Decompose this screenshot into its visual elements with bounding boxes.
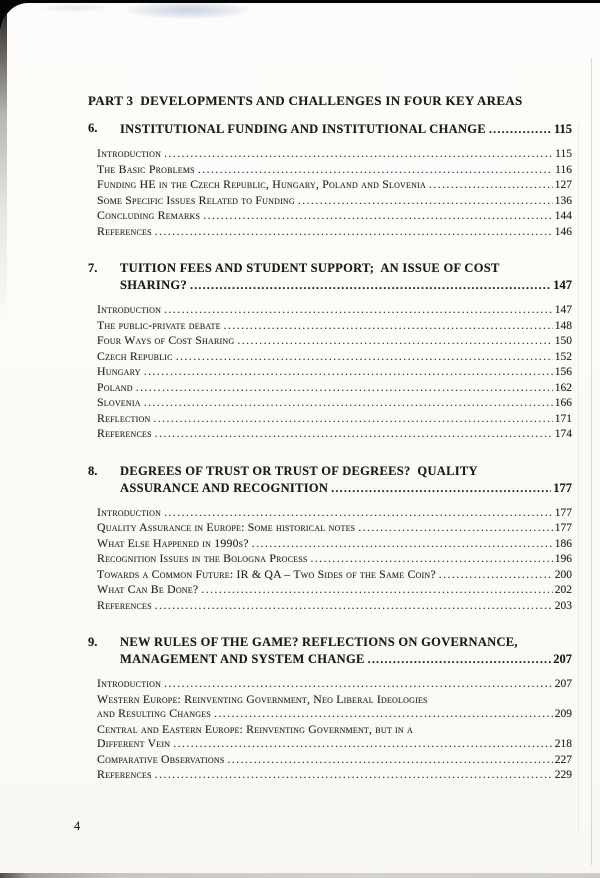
entry-label: Recognition Issues in the Bologna Process [97,551,308,565]
leader-dots [173,736,553,752]
entry-page-ref: 174 [554,428,572,440]
entry-row [97,208,572,224]
toc-entry [97,426,572,442]
entry-row [97,767,572,783]
section-title-line: MANAGEMENT AND SYSTEM CHANGE [120,652,365,666]
section-title-line: ASSURANCE AND RECOGNITION [120,480,329,495]
entry-label: Introduction [97,504,162,519]
entry-label: Western Europe: Reinventing Government, Neo Liberal Ideologies [97,691,428,706]
toc-section [88,463,572,614]
entry-page-ref: 166 [554,397,572,409]
entry-page-ref: 229 [554,769,572,781]
section-heading [88,634,572,668]
leader-dots [368,650,552,668]
toc-entry [97,676,572,692]
entry-label: Quality Assurance in Europe: Some historical notes [97,520,356,534]
entry-page-ref: 202 [554,584,572,596]
entry-row [97,536,572,552]
entry-row [97,706,572,722]
section-number: 7. [88,261,98,275]
leader-dots [429,177,553,193]
toc-sections [88,120,572,783]
toc-entry [97,193,572,209]
toc-entry [97,302,572,318]
page-number: 4 [74,819,81,833]
leader-dots [439,567,553,583]
section-title-row [120,479,572,497]
entry-label: What Else Happened in 1990s? [97,535,249,550]
entry-label: Introduction [97,302,162,316]
toc-entry [97,224,572,240]
entry-label: Central and Eastern Europe: Reinventing Government, but in a [97,721,414,736]
entry-row [97,582,572,598]
section-page-ref: 115 [553,122,572,136]
entry-label: Four Ways of Cost Sharing [97,333,235,347]
entry-label: Some Specific Issues Related to Funding [97,192,295,207]
section-heading [88,260,572,294]
entry-label: What Can Be Done? [97,582,199,596]
toc-entry [97,162,572,178]
entry-label: Concluding Remarks [97,208,201,222]
section-title-row [120,276,572,294]
entry-label: References [97,223,152,238]
toc-entry [97,411,572,427]
toc-section [88,260,572,442]
entry-row [97,752,572,768]
leader-dots [190,276,551,294]
leader-dots [155,767,553,783]
page-edge-line-faint [578,123,579,833]
leader-dots [155,224,553,240]
entry-label: Slovenia [97,395,141,409]
leader-dots [252,536,553,552]
entry-label: References [97,597,152,612]
section-page-ref: 177 [553,480,572,495]
leader-dots [489,120,552,138]
leader-dots [331,479,551,497]
entry-label: Comparative Observations [97,751,225,766]
toc-entry [97,722,572,752]
leader-dots [155,426,553,442]
leader-dots [155,598,553,614]
toc-entry [97,333,572,349]
entry-page-ref: 116 [555,163,572,176]
entry-label: Towards a Common Future: IR & QA – Two Sides of the Same Coin? [97,566,436,581]
section-title-line: TUITION FEES AND STUDENT SUPPORT; AN ISSUE OF COST [120,261,500,275]
scan-bottom-edge [0,873,600,878]
toc-entry [97,520,572,536]
entry-row [97,349,572,365]
entry-page-ref: 147 [554,304,572,316]
section-page-ref: 207 [553,652,572,666]
toc-entry [97,582,572,598]
section-number: 6. [88,121,98,135]
entry-row [97,551,572,567]
leader-dots [311,551,553,567]
entry-page-ref: 171 [554,412,572,425]
entry-row [97,333,572,349]
entry-row [97,318,572,334]
entry-row [97,411,572,427]
section-number: 8. [88,463,98,478]
section-number: 9. [88,635,98,649]
entry-label: Introduction [97,146,162,160]
section-title-line: SHARING? [120,278,187,292]
section-entries [97,146,572,239]
entry-row [97,224,572,240]
entry-row [97,736,572,752]
leader-dots [164,676,553,692]
section-title-row [120,120,572,138]
entry-page-ref: 144 [554,210,572,222]
entry-row [97,162,572,178]
leader-dots [164,146,553,162]
entry-page-ref: 207 [554,678,572,690]
toc-entry [97,752,572,768]
leader-dots [214,706,553,722]
leader-dots [201,582,552,598]
section-title-block [120,120,572,138]
entry-row [97,146,572,162]
leader-dots [237,333,552,349]
section-page-ref: 147 [553,278,572,292]
part-heading: PART 3 DEVELOPMENTS AND CHALLENGES IN FOUR KEY AREAS [88,93,523,108]
entry-label: Poland [97,379,133,394]
entry-page-ref: 150 [554,335,572,347]
entry-row [97,505,572,521]
entry-label: Czech Republic [97,348,173,363]
toc-entry [97,380,572,396]
entry-page-ref: 218 [554,738,572,750]
entry-row [97,567,572,583]
entry-page-ref: 152 [554,350,572,363]
page-edge-line [591,58,592,865]
entry-page-ref: 227 [554,753,572,766]
section-heading [88,463,572,497]
entry-label: The Basic Problems [97,161,195,176]
section-title-line: NEW RULES OF THE GAME? REFLECTIONS ON GOVERNANCE, [120,635,518,649]
book-page [0,3,600,873]
entry-row [97,380,572,396]
leader-dots [144,364,553,380]
toc-entry [97,395,572,411]
entry-page-ref: 162 [554,381,572,394]
entry-row [97,520,572,536]
toc-entry [97,536,572,552]
entry-row [97,598,572,614]
entry-page-ref: 200 [554,568,572,581]
section-title-line: INSTITUTIONAL FUNDING AND INSTITUTIONAL CHANGE [120,122,486,136]
toc-entry [97,364,572,380]
toc-content [88,93,572,783]
entry-label: References [97,426,152,440]
entry-label: Funding HE in the Czech Republic, Hungary, Poland and Slovenia [97,177,426,191]
section-title-block [120,260,572,294]
leader-dots [224,318,553,334]
entry-row [97,193,572,209]
leader-dots [203,208,553,224]
section-heading [88,120,572,138]
entry-page-ref: 136 [554,194,572,207]
entry-label: References [97,767,152,781]
toc-entry [97,505,572,521]
leader-dots [136,380,553,396]
entry-page-ref: 127 [554,179,572,191]
section-title-row [120,650,572,668]
section-title-block [120,634,572,668]
entry-page-ref: 146 [554,225,572,238]
section-title-block [120,463,572,497]
entry-page-ref: 156 [554,366,572,378]
entry-page-ref: 186 [554,537,572,550]
entry-page-ref: 115 [555,148,572,160]
toc-entry [97,567,572,583]
toc-entry [97,692,572,722]
leader-dots [228,752,553,768]
entry-label: Different Vein [97,736,171,750]
entry-label: The public-private debate [97,317,221,332]
scan-smudge [128,3,248,19]
entry-row [97,177,572,193]
leader-dots [358,520,552,536]
entry-label: Reflection [97,410,151,425]
leader-dots [153,411,552,427]
toc-section [88,634,572,783]
toc-entry [97,551,572,567]
leader-dots [298,193,553,209]
entry-page-ref: 177 [554,506,572,519]
toc-entry [97,318,572,334]
toc-section [88,120,572,239]
entry-page-ref: 148 [554,319,572,332]
leader-dots [164,505,553,521]
entry-label: Hungary [97,364,141,378]
section-title-line: DEGREES OF TRUST OR TRUST OF DEGREES? QUALITY [120,463,478,478]
entry-page-ref: 196 [554,553,572,565]
toc-entry [97,598,572,614]
toc-entry [97,208,572,224]
section-entries [97,676,572,783]
toc-entry [97,349,572,365]
section-entries [97,505,572,614]
toc-entry [97,177,572,193]
leader-dots [164,302,553,318]
entry-row [97,395,572,411]
entry-page-ref: 177 [554,522,572,534]
scan-smudge-small [40,3,110,13]
entry-row [97,676,572,692]
leader-dots [144,395,553,411]
entry-row [97,302,572,318]
entry-page-ref: 203 [554,599,572,612]
leader-dots [198,162,553,178]
entry-label: Introduction [97,676,162,690]
entry-row [97,426,572,442]
leader-dots [176,349,553,365]
entry-row [97,364,572,380]
entry-page-ref: 209 [554,708,572,720]
section-entries [97,302,572,442]
entry-label: and Resulting Changes [97,706,211,720]
toc-entry [97,146,572,162]
toc-entry [97,767,572,783]
